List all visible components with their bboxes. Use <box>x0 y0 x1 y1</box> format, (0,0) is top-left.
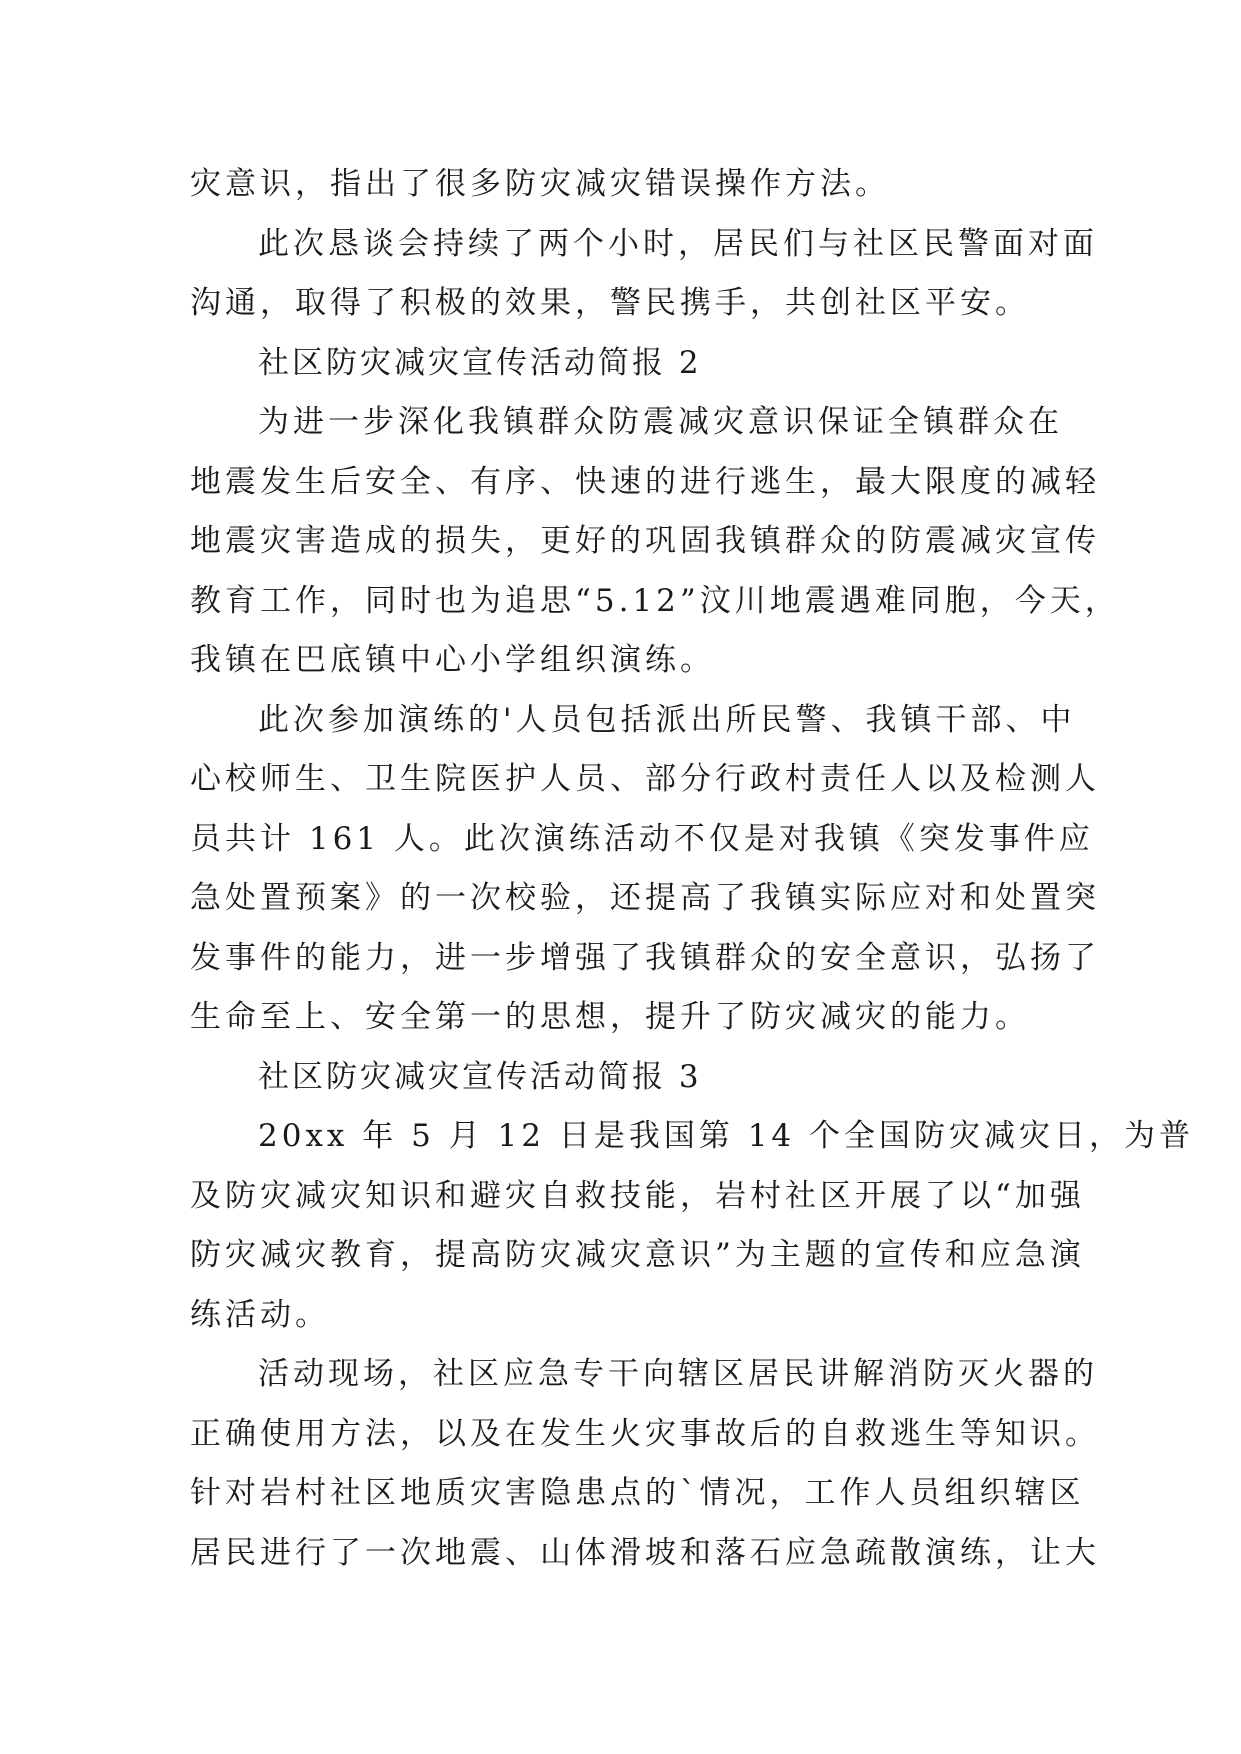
text-line: 地震灾害造成的损失，更好的巩固我镇群众的防震减灾宣传 <box>190 523 1100 559</box>
text-line: 急处置预案》的一次校验，还提高了我镇实际应对和处置突 <box>190 880 1100 916</box>
text-line: 灾意识，指出了很多防灾减灾错误操作方法。 <box>190 166 890 202</box>
document-body <box>190 155 1195 1583</box>
text-line: 我镇在巴底镇中心小学组织演练。 <box>190 642 715 678</box>
section-heading-2: 社区防灾减灾宣传活动简报 2 <box>258 344 702 381</box>
paragraph-start-line: 此次参加演练的'人员包括派出所民警、我镇干部、中 <box>258 701 1076 738</box>
paragraph-start-line: 20xx 年 5 月 12 日是我国第 14 个全国防灾减灾日，为普 <box>258 1118 1195 1154</box>
text-line: 发事件的能力，进一步增强了我镇群众的安全意识，弘扬了 <box>190 939 1100 976</box>
text-line: 沟通，取得了积极的效果，警民携手，共创社区平安。 <box>190 285 1030 321</box>
text-line: 及防灾减灾知识和避灾自救技能，岩村社区开展了以“加强 <box>190 1177 1085 1214</box>
paragraph-start-line: 活动现场，社区应急专干向辖区居民讲解消防灭火器的 <box>258 1356 1098 1392</box>
text-line: 心校师生、卫生院医护人员、部分行政村责任人以及检测人 <box>190 761 1100 797</box>
section-heading-3: 社区防灾减灾宣传活动简报 3 <box>258 1058 702 1095</box>
text-line: 针对岩村社区地质灾害隐患点的`情况，工作人员组织辖区 <box>190 1475 1085 1511</box>
text-line: 防灾减灾教育，提高防灾减灾意识”为主题的宣传和应急演 <box>190 1237 1085 1273</box>
text-line: 地震发生后安全、有序、快速的进行逃生，最大限度的减轻 <box>190 463 1100 500</box>
text-line: 生命至上、安全第一的思想，提升了防灾减灾的能力。 <box>190 999 1030 1035</box>
paragraph-start-line: 为进一步深化我镇群众防震减灾意识保证全镇群众在 <box>258 404 1063 440</box>
text-line: 练活动。 <box>190 1296 330 1333</box>
text-line: 居民进行了一次地震、山体滑坡和落石应急疏散演练，让大 <box>190 1534 1100 1571</box>
text-line: 正确使用方法，以及在发生火灾事故后的自救逃生等知识。 <box>190 1415 1100 1452</box>
paragraph-start-line: 此次恳谈会持续了两个小时，居民们与社区民警面对面 <box>258 225 1098 262</box>
text-line: 员共计 161 人。此次演练活动不仅是对我镇《突发事件应 <box>190 820 1094 857</box>
text-line: 教育工作，同时也为追思“5.12”汶川地震遇难同胞，今天， <box>190 582 1120 619</box>
